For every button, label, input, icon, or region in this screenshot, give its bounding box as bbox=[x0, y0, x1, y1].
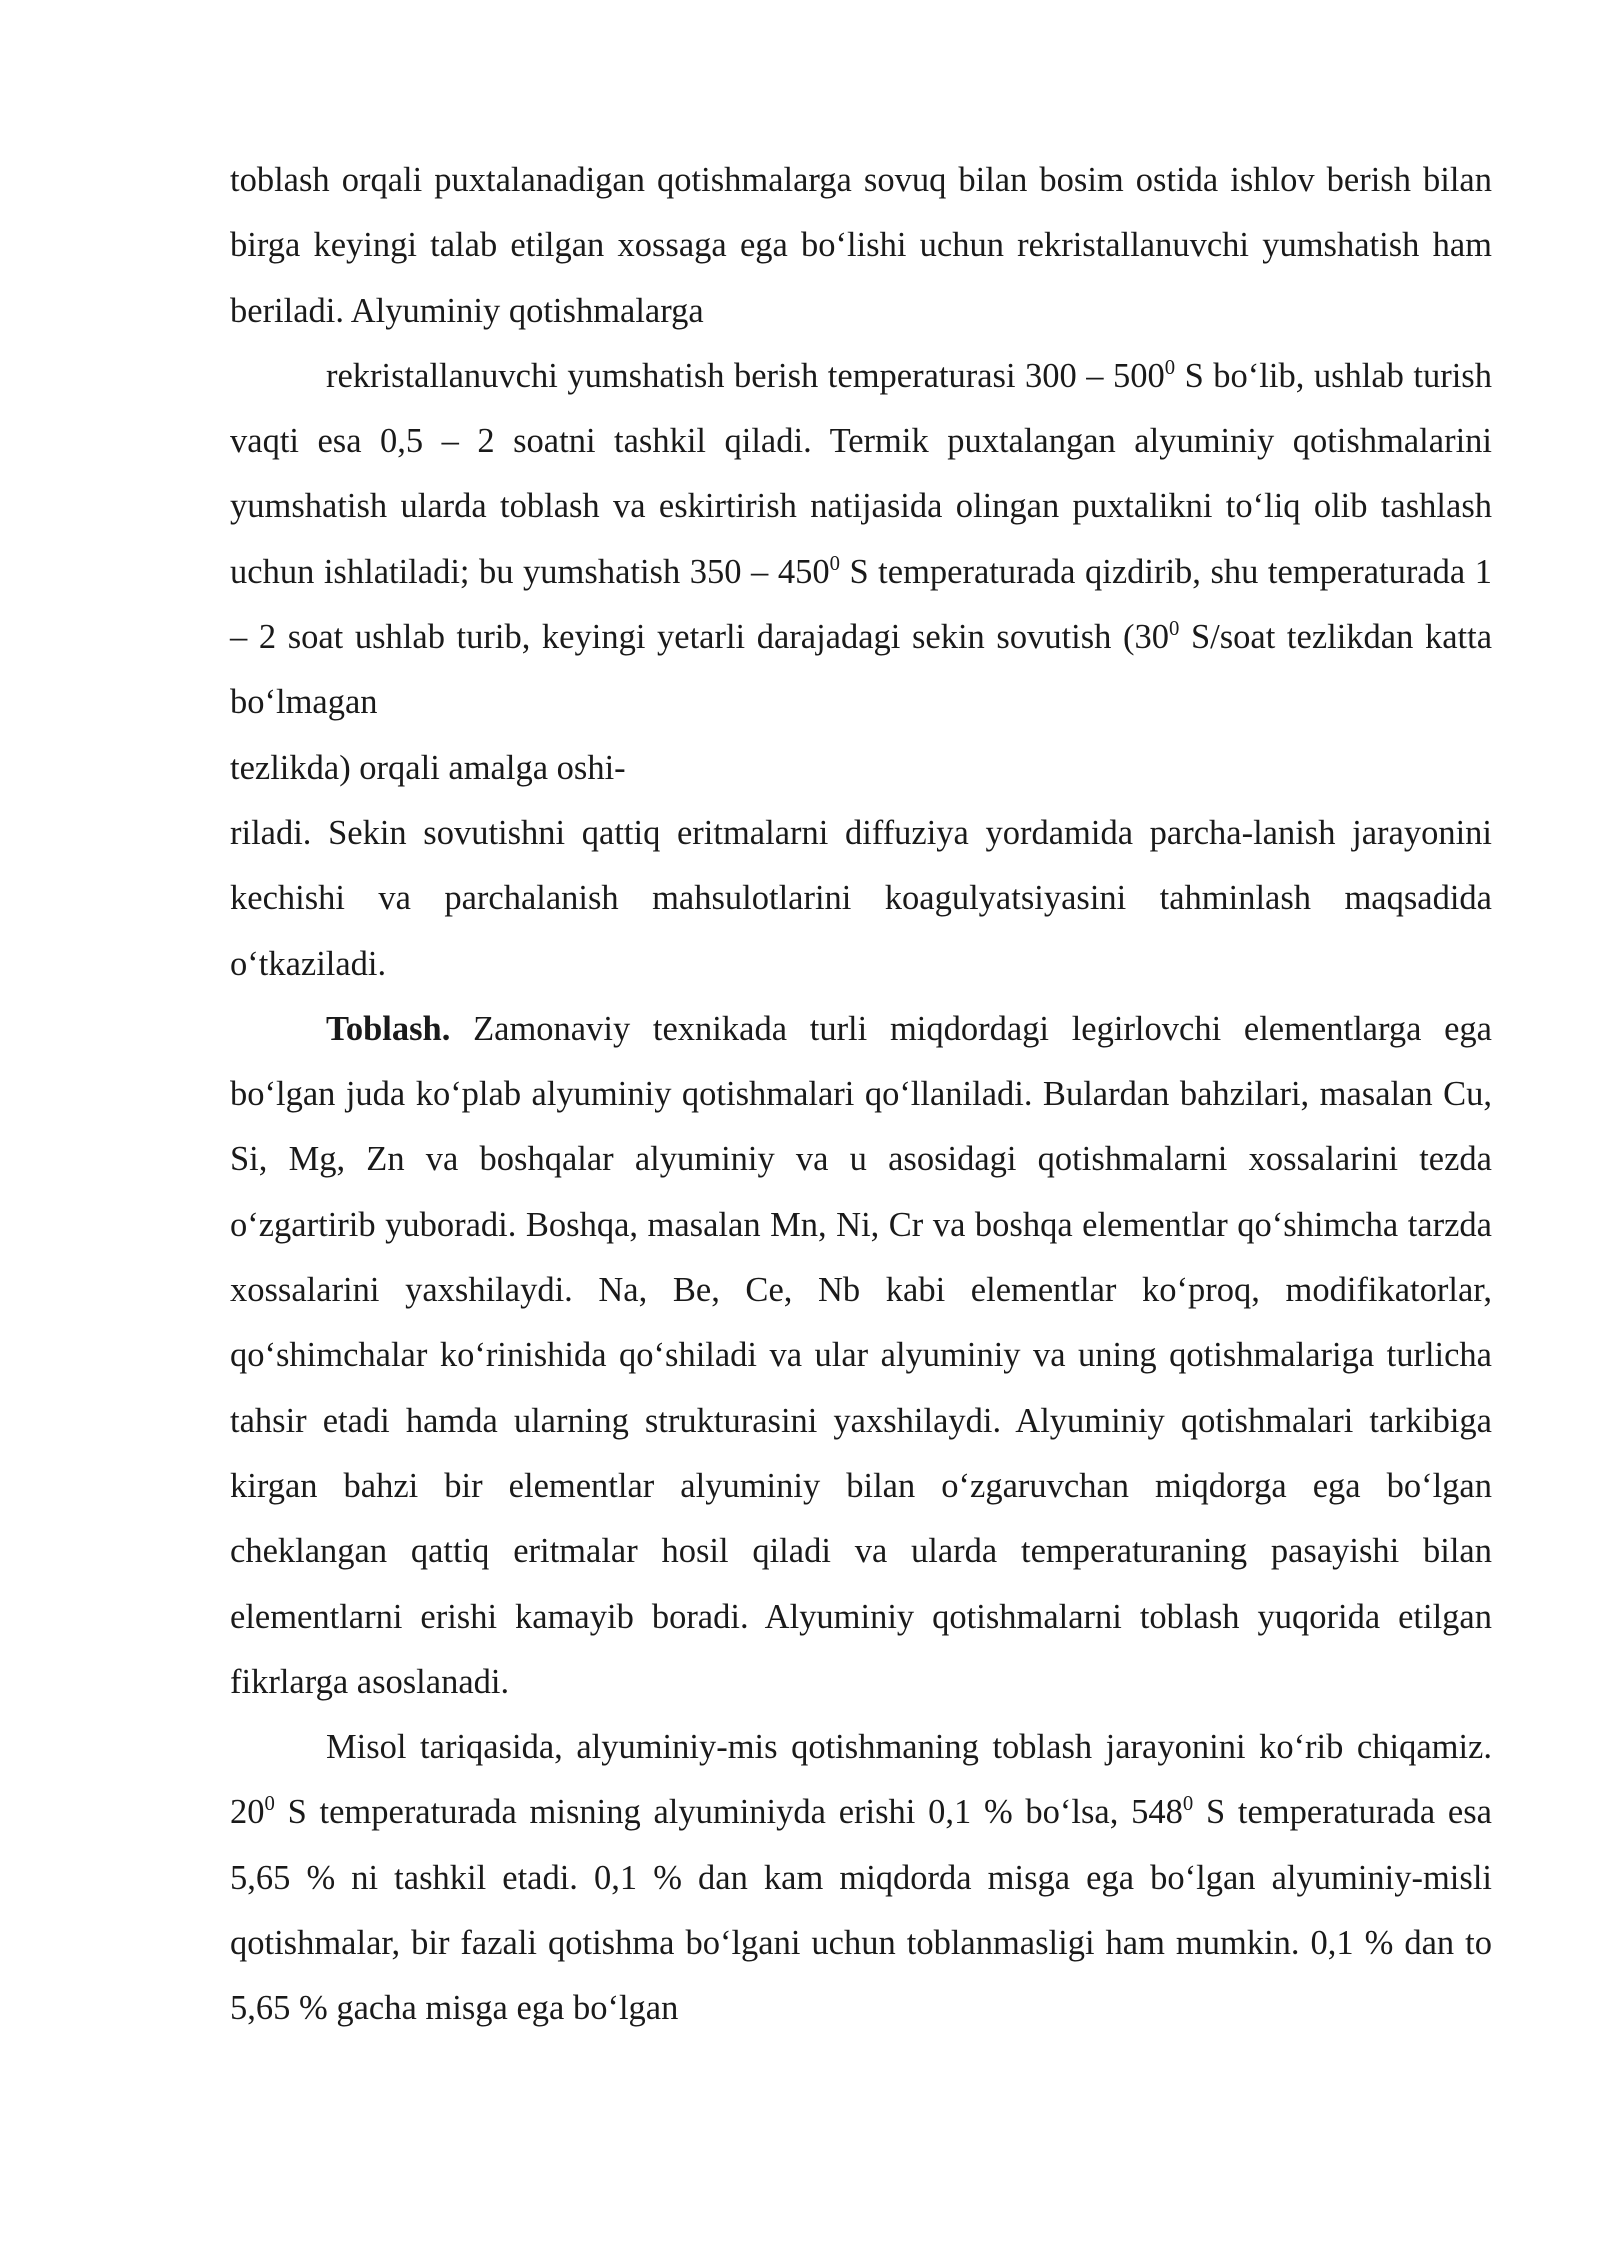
paragraph-2-text-a: rekristallanuvchi yumshatish berish temperaturasi 300 – 500 bbox=[326, 356, 1165, 395]
paragraph-5-text-b: S temperaturada misning alyuminiyda erishi 0,1 % bo‘lsa, 548 bbox=[274, 1793, 1183, 1832]
short-line-text: tezlikda) orqali amalga oshi- bbox=[230, 748, 626, 787]
section-heading-toblash: Toblash. bbox=[326, 1009, 451, 1048]
paragraph-3-text: riladi. Sekin sovutishni qattiq eritmalarni diffuziya yordamida parcha-lanish jarayonini kechishi va parchalanish mahsulotlarini koagulyatsiyasini tahminlash maqsadida o‘tkaziladi. bbox=[230, 813, 1492, 983]
degree-superscript: 0 bbox=[1182, 1793, 1194, 1816]
degree-superscript: 0 bbox=[829, 552, 840, 575]
paragraph-2-text-d: S/soat tezlikdan katta bo‘lmagan bbox=[230, 618, 1493, 722]
paragraph-5 bbox=[230, 1715, 1492, 2041]
paragraph-4 bbox=[230, 997, 1492, 1715]
paragraph-5-text-a: Misol tariqasida, alyuminiy-mis qotishmaning toblash jarayonini ko‘rib chiqamiz. 20 bbox=[230, 1728, 1492, 1832]
short-line bbox=[230, 736, 1492, 801]
degree-superscript: 0 bbox=[1164, 357, 1176, 380]
paragraph-2-text-b: S bo‘lib, ushlab turish vaqti esa 0,5 – 2 soatni tashkil qiladi. Termik puxtalangan alyuminiy qotishmalarini yumshatish ularda toblash va eskirtirish natijasida olingan puxtalikni to‘liq olib tashlash uchun ishlatiladi; bu yumshatish 350 – 450 bbox=[230, 356, 1492, 591]
degree-superscript: 0 bbox=[264, 1793, 275, 1816]
document-page bbox=[230, 148, 1492, 2042]
paragraph-1 bbox=[230, 148, 1492, 344]
paragraph-2 bbox=[230, 344, 1492, 736]
paragraph-2-text-c: S temperaturada qizdirib, shu temperaturada 1 – 2 soat ushlab turib, keyingi yetarli darajadagi sekin sovutish (30 bbox=[230, 552, 1492, 657]
paragraph-5-text-c: S temperaturada esa 5,65 % ni tashkil etadi. 0,1 % dan kam miqdorda misga ega bo‘lgan alyuminiy-misli qotishmalar, bir fazali qotishma bo‘lgani uchun toblanmasligi ham mumkin. 0,1 % dan to 5,65 % gacha misga ega bo‘lgan bbox=[230, 1793, 1492, 2028]
paragraph-3 bbox=[230, 801, 1492, 997]
degree-superscript: 0 bbox=[1169, 618, 1180, 641]
paragraph-1-text: toblash orqali puxtalanadigan qotishmalarga sovuq bilan bosim ostida ishlov berish bilan birga keyingi talab etilgan xossaga ega bo‘lishi uchun rekristallanuvchi yumshatish ham beriladi. Alyuminiy qotishmalarga bbox=[230, 161, 1492, 330]
paragraph-4-text: Zamonaviy texnikada turli miqdordagi legirlovchi elementlarga ega bo‘lgan juda ko‘plab alyuminiy qotishmalari qo‘llaniladi. Bulardan bahzilari, masalan Cu, Si, Mg, Zn va boshqalar alyuminiy va u asosidagi qotishmalarni xossalarini tezda o‘zgartirib yuboradi. Boshqa, masalan Mn, Ni, Cr va boshqa elementlar qo‘shimcha tarzda xossalarini yaxshilaydi. Na, Be, Ce, Nb kabi elementlar ko‘proq, modifikatorlar, qo‘shimchalar ko‘rinishida qo‘shiladi va ular alyuminiy va uning qotishmalariga turlicha tahsir etadi hamda ularning strukturasini yaxshilaydi. Alyuminiy qotishmalari tarkibiga kirgan bahzi bir elementlar alyuminiy bilan o‘zgaruvchan miqdorga ega bo‘lgan cheklangan qattiq eritmalar hosil qiladi va ularda temperaturaning pasayishi bilan elementlarni erishi kamayib boradi. Alyuminiy qotishmalarni toblash yuqorida etilgan fikrlarga asoslanadi. bbox=[230, 1009, 1492, 1701]
